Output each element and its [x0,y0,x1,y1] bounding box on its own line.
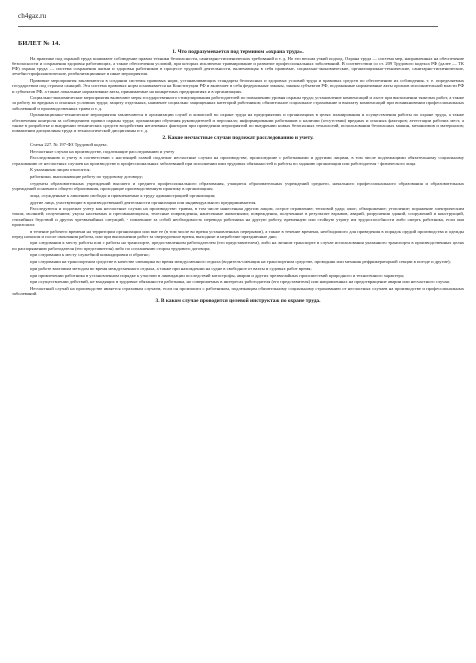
section-1 [12,49,464,133]
paragraph: в течение рабочего времени на территории организации или вне ее (в том числе во время установленных перерывов), а также в течение времени, необходимого для приведения в порядок орудий производства и одежды перед началом и после окончания работы, или при выполнении работ за сверхурочное время, выходные и нерабочие праздничные дни; [12,228,464,239]
section-2 [12,135,464,296]
paragraph: студенты образовательных учреждений высшего и среднего профессионального образования, учащиеся образовательных учреждений среднего, начального профессионального образования и образовательных учреждений основного общего образования, проходящие производственную практику в организациях; [12,180,464,192]
paragraph: при следовании на транспортном средстве в качестве сменщика во время междусменного отдыха (водитель-сменщик на транспортном средстве, проводник или механик рефрижераторной секции в поезде и другие); [30,259,451,265]
question-3: 3. В каком случае проводится целевой инструктаж по охране труда. [155,298,321,305]
paragraph: Расследуются и подлежат учету как несчастные случаи на производстве: травма, в том числе нанесенная другим лицом, острое отравление; тепловой удар; ожог; обморожение; утопление; поражение электрическим током, молнией; излучением; укусы насекомых и пресмыкающихся, телесные повреждения, нанесенные животными; повреждения, полученные в результате взрывов, аварий, разрушения зданий, сооружений и конструкций, стихийных бедствий и других чрезвычайных ситуаций, - повлекшие за собой необходимость перевода работника на другую работу, временную или стойкую утрату им трудоспособности либо смерть работника, если они произошли: [12,206,464,227]
paragraph: Расследованию и учету в соответствии с настоящей главой подлежат несчастные случаи на производстве, происшедшие с работниками и другими лицами, в том числе подлежащими обязательному социальному страхованию от несчастных случаев на производстве и профессиональных заболеваний при исполнении ими трудовых обязанностей и работы по заданию организации или работодателя - физического лица. [12,155,464,166]
paragraph: при осуществлении действий, не входящих в трудовые обязанности работника, но совершаемых в интересах работодателя (его представителя) или направленных на предотвращение аварии или несчастного случая. [30,279,450,285]
ticket-title: БИЛЕТ № 14. [18,40,61,47]
paragraph: при следовании к месту служебной командировки и обратно; [30,252,150,258]
section-3 [12,298,464,304]
paragraph: другие лица, участвующие в производственной деятельности организации или индивидуального предпринимателя. [30,199,257,205]
paragraph: при привлечении работника в установленном порядке к участию в ликвидации последствий катастрофы, аварии и других чрезвычайных происшествий природного и техногенного характера; [30,272,405,278]
paragraph: Статья 227. № 197-ФЗ Трудовой кодекс. [30,141,108,147]
paragraph: К указанным лицам относятся: [30,167,91,173]
paragraph: при работе вахтовым методом во время междусменного отдыха, а также при нахождении на судне в свободное от вахты и судовых работ время; [30,265,312,271]
paragraph: На практике под охраной труда понимают соблюдение правил техники безопасности, санитарно-гигиенических требований и т. д. Но это весьма узкий подход. Охрана труда — система мер, направленных на обеспечение безопасности и сохранения здоровья работающих, а также обеспечения условий, при которых исключено травмирование и развитие профессиональных заболеваний. В соответствии со ст. 209 Трудового кодекса РФ (далее — ТК РФ) охрана труда — система сохранения жизни и здоровья работников в процессе трудовой деятельности, включающая в себя правовые, социально-экономические, организационно-технические, санитарно-гигиенические, лечебно-профилактические, реабилитационные и иные мероприятия. [12,56,464,77]
paragraph: Правовые мероприятия заключаются в создании системы правовых норм, устанавливающих стандарты безопасных и здоровых условий труда и правовых средств по обеспечению их соблюдения, т. е. определяемых государством под страхом санкций. Эта система правовых норм основывается на Конституции РФ и включает в себя федеральные законы, законы субъектов РФ, подзаконные нормативные акты органов исполнительной власти РФ и субъектов РФ, а также локальные нормативные акты, принимаемые на конкретных предприятиях и в организациях. [12,78,464,94]
paragraph: Социально-экономические мероприятия включают меры государственного стимулирования работодателей по повышению уровня охраны труда; установление компенсаций и льгот при выполнении тяжелых работ, а также за работу во вредных и опасных условиях труда; защиту отдельных, наименее социально защищенных категорий работников; обязательное социальное страхование и выплату компенсаций при возникновении профессиональных заболеваний и производственных травм и т. д. [12,95,464,111]
header-divider [18,26,438,27]
paragraph: лица, осужденные к лишению свободы и привлекаемые к труду администрацией организации; [30,192,216,198]
paragraph: при следовании к месту работы или с работы на транспорте, предоставленном работодателем (его представителем), либо на личном транспорте в случае использования указанного транспорта в производственных целях по распоряжению работодателя (его представителя) либо по соглашению сторон трудового договора; [12,240,464,251]
paragraph: Организационно-технические мероприятия заключаются в организации служб и комиссий по охране труда на предприятиях и организациях в целях планирования и осуществления работы по охране труда, а также обеспечения контроля за соблюдением правил охраны труда; организации обучения руководителей и персонала; информировании работников о наличии (отсутствии) вредных и опасных факторов; аттестации рабочих мест, а также в разработке и внедрении технических средств воздействия негативных факторов при проведении мероприятий по внедрению новых безопасных технологий, использовании безопасных машин, механизмов и материалов; повышении дисциплины труда и технологической дисциплины и т. д. [12,112,464,133]
paragraph: Несчастный случай на производстве является страховым случаем, если он произошел с работником, подлежащим обязательному социальному страхованию от несчастных случаев на производстве и профессиональных заболеваний. [12,286,464,297]
question-2: 2. Какие несчастные случаи подлежат расследованию и учету. [162,134,314,141]
paragraph: работники, выполняющие работу по трудовому договору; [30,174,143,180]
site-name: ch4gaz.ru [18,12,47,20]
question-1: 1. Что подразумевается под термином «охрана труда». [172,49,304,55]
paragraph: Несчастные случаи на производстве, подлежащие расследованию и учету [30,148,175,154]
